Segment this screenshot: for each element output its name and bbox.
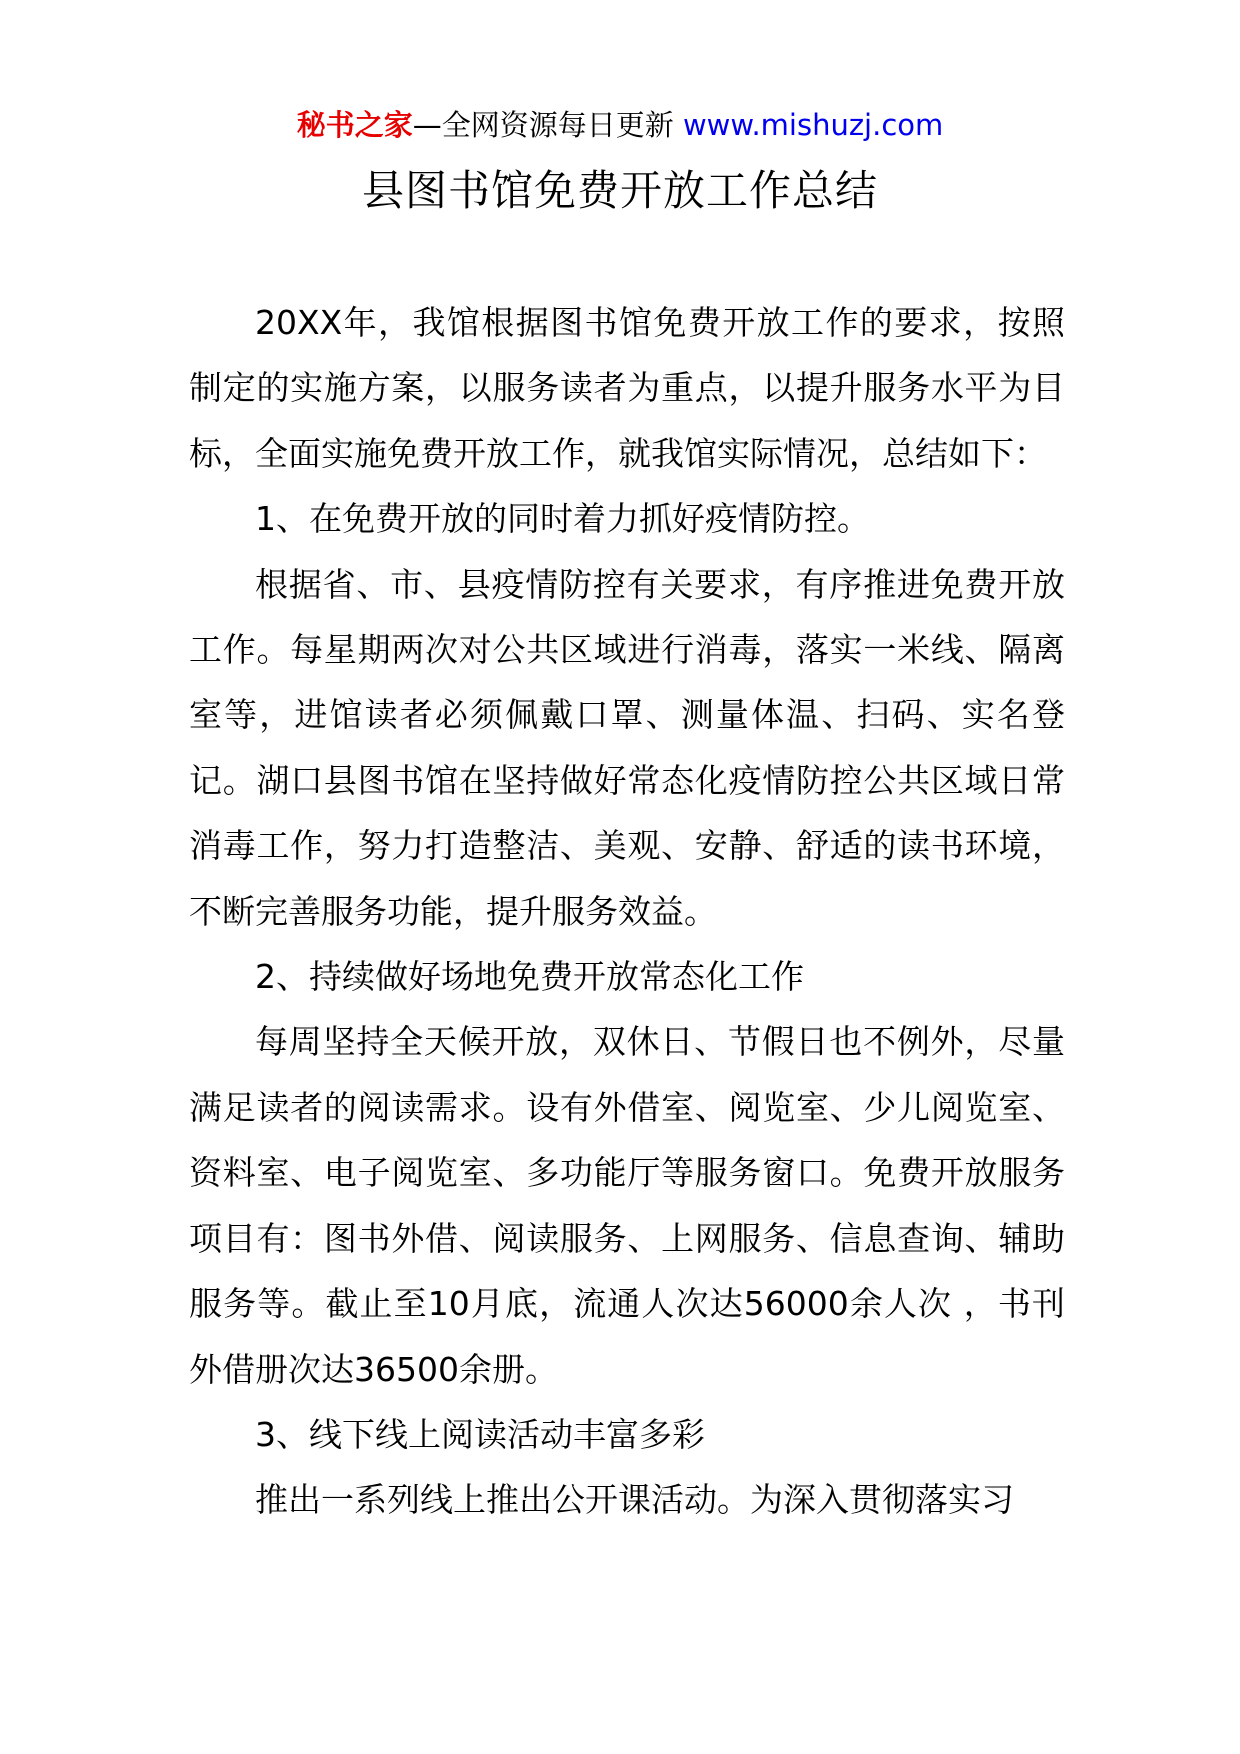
section-paragraph-2: 每周坚持全天候开放，双休日、节假日也不例外，尽量满足读者的阅读需求。设有外借室、阅览室、少儿阅览室、资料室、电子阅览室、多功能厅等服务窗口。免费开放服务项目有：图书外借、阅读服务、上网服务、信息查询、辅助服务等。截止至10月底，流通人次达56000余人次 ，书刊外借册次达36500余册。 <box>189 1022 1065 1389</box>
site-header <box>0 98 1240 152</box>
section-heading-3: 3、线下线上阅读活动丰富多彩 <box>255 1414 705 1454</box>
site-brand: 秘书之家 <box>296 108 413 142</box>
document-body <box>189 290 1065 1533</box>
document-title: 县图书馆免费开放工作总结 <box>361 166 878 215</box>
section-paragraph-1: 根据省、市、县疫情防控有关要求，有序推进免费开放工作。每星期两次对公共区域进行消毒，落实一米线、隔离室等，进馆读者必须佩戴口罩、测量体温、扫码、实名登记。湖口县图书馆在坚持做好常态化疫情防控公共区域日常消毒工作，努力打造整洁、美观、安静、舒适的读书环境，不断完善服务功能，提升服务效益。 <box>189 564 1065 931</box>
section-paragraph-3: 推出一系列线上推出公开课活动。为深入贯彻落实习 <box>255 1480 1014 1520</box>
intro-paragraph: 20XX年，我馆根据图书馆免费开放工作的要求，按照制定的实施方案，以服务读者为重点，以提升服务水平为目标，全面实施免费开放工作，就我馆实际情况，总结如下： <box>189 303 1065 473</box>
site-link[interactable]: www.mishuzj.com <box>682 108 944 142</box>
site-tagline: —全网资源每日更新 <box>412 108 683 142</box>
section-heading-2: 2、持续做好场地免费开放常态化工作 <box>255 957 804 997</box>
section-heading-1: 1、在免费开放的同时着力抓好疫情防控。 <box>255 499 870 539</box>
